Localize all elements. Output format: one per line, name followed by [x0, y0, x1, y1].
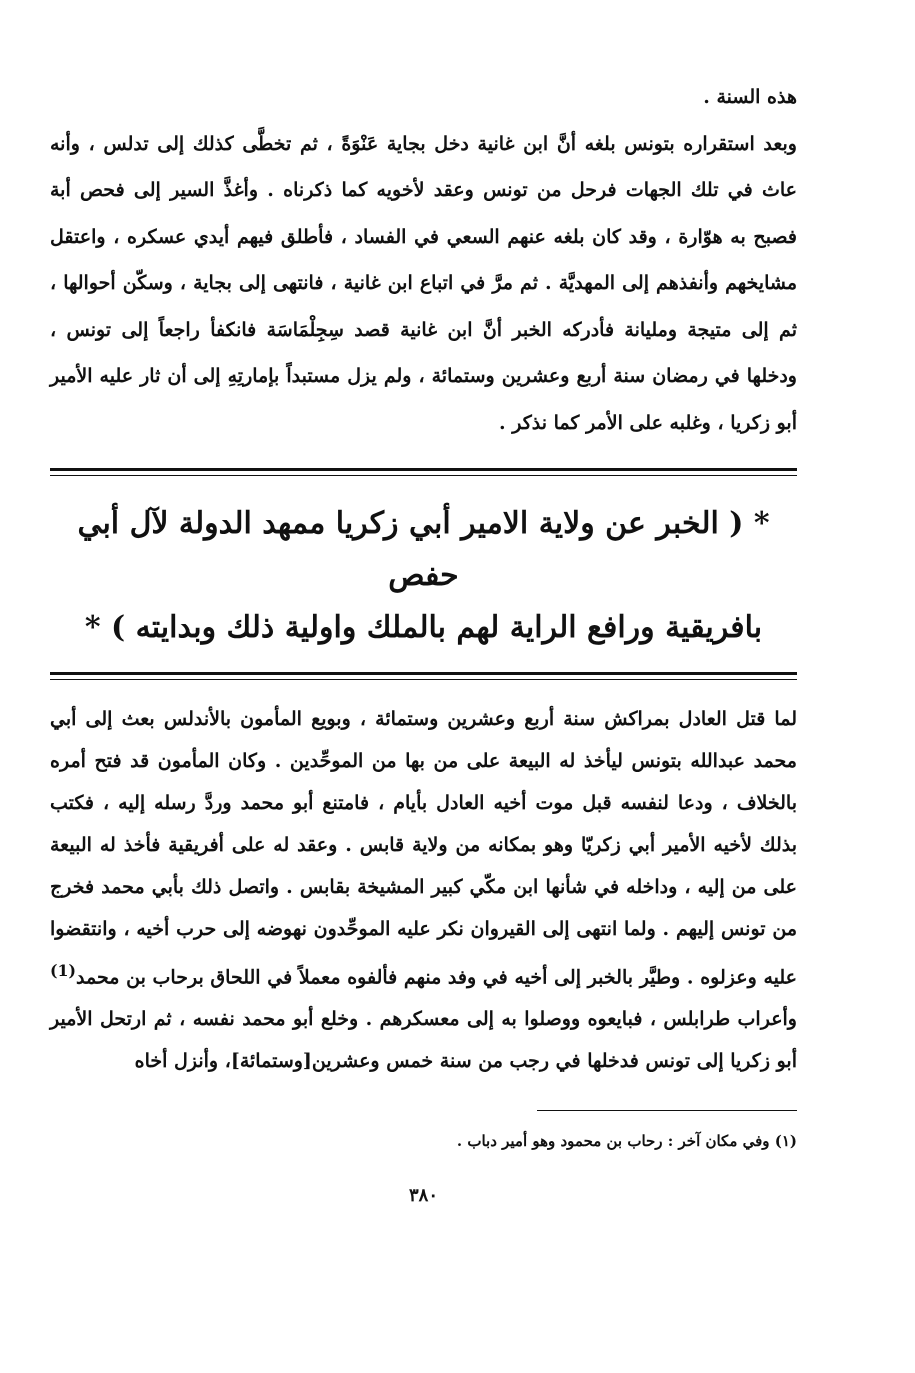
page-number: ٣٨٠	[408, 1185, 438, 1207]
heading-line-1: * ( الخبر عن ولاية الامير أبي زكريا ممهد الدولة لآل أبي	[77, 506, 770, 541]
bracketed-word: [وستمائة]	[230, 1050, 312, 1073]
double-rule-top	[50, 468, 797, 476]
footnote: (١) وفي مكان آخر : رحاب بن محمود وهو أمير دباب .	[456, 1132, 797, 1151]
text-section-top	[50, 74, 797, 446]
double-rule-bottom	[50, 672, 797, 680]
footnote-divider	[537, 1110, 797, 1111]
footnote-reference: (1)	[50, 961, 77, 980]
heading-line-3: بافريقية ورافع الراية لهم بالملك واولية ذلك وبدايته ) *	[84, 610, 763, 645]
body-paragraph-2	[50, 698, 797, 1082]
section-heading	[50, 498, 797, 654]
paragraph-2-part-2: وأعراب طرابلس ، فبايعوه ووصلوا به إلى معسكرهم . وخلع أبو محمد نفسه ، ثم ارتحل الأمير أبو زكريا إلى تونس فدخلها في رجب من سنة خمس وعشرين	[50, 1008, 797, 1073]
paragraph-2-part-3: ، وأنزل أخاه	[134, 1050, 231, 1073]
body-paragraph-1: وبعد استقراره بتونس بلغه أنَّ ابن غانية دخل بجاية عَنْوَةً ، ثم تخطَّى كذلك إلى تدلس ، وأنه عاث في تلك الجهات فرحل من تونس وعقد لأخويه كما ذكرناه . وأغذَّ السير إلى فحص أبة فصبح به هوّارة ، وقد كان بلغه عنهم السعي في الفساد ، فأطلق فيهم أيدي عسكره ، واعتقل مشايخهم وأنفذهم إلى المهديَّة . ثم مرَّ في اتباع ابن غانية ، فانتهى إلى بجاية ، وسكّن أحوالها ، ثم إلى متيجة ومليانة فأدركه الخبر أنَّ ابن غانية قصد سِجِلْمَاسَة فانكفأ راجعاً إلى تونس ، ودخلها في رمضان سنة أربع وعشرين وستمائة ، ولم يزل مستبداً بإمارتِهِ إلى أن ثار عليه الأمير أبو زكريا ، وغلبه على الأمر كما نذكر .	[50, 132, 797, 434]
heading-line-2: حفص	[388, 558, 459, 593]
paragraph-2-part-1: لما قتل العادل بمراكش سنة أربع وعشرين وستمائة ، وبويع المأمون بالأندلس بعث إلى أبي محمد عبدالله بتونس ليأخذ له البيعة على من بها من الموحِّدين . وكان المأمون قد فتح أمره بالخلاف ، ودعا لنفسه قبل موت أخيه العادل بأيام ، فامتنع أبو محمد وردَّ رسله إليه ، فكتب بذلك لأخيه الأمير أبي زكريّا وهو بمكانه من ولاية قابس . وعقد له على أفريقية فأخذ له البيعة على من إليه ، وداخله في شأنها ابن مكّي كبير المشيخة بقابس . واتصل ذلك بأبي محمد فخرج من تونس إليهم . ولما انتهى إلى القيروان نكر عليه الموحِّدون نهوضه إلى حرب أخيه ، وانتقضوا عليه وعزلوه . وطيَّر بالخبر إلى أخيه في وفد منهم فألفوه معملاً في اللحاق برحاب بن محمد	[50, 708, 797, 989]
first-line: هذه السنة .	[703, 86, 797, 108]
